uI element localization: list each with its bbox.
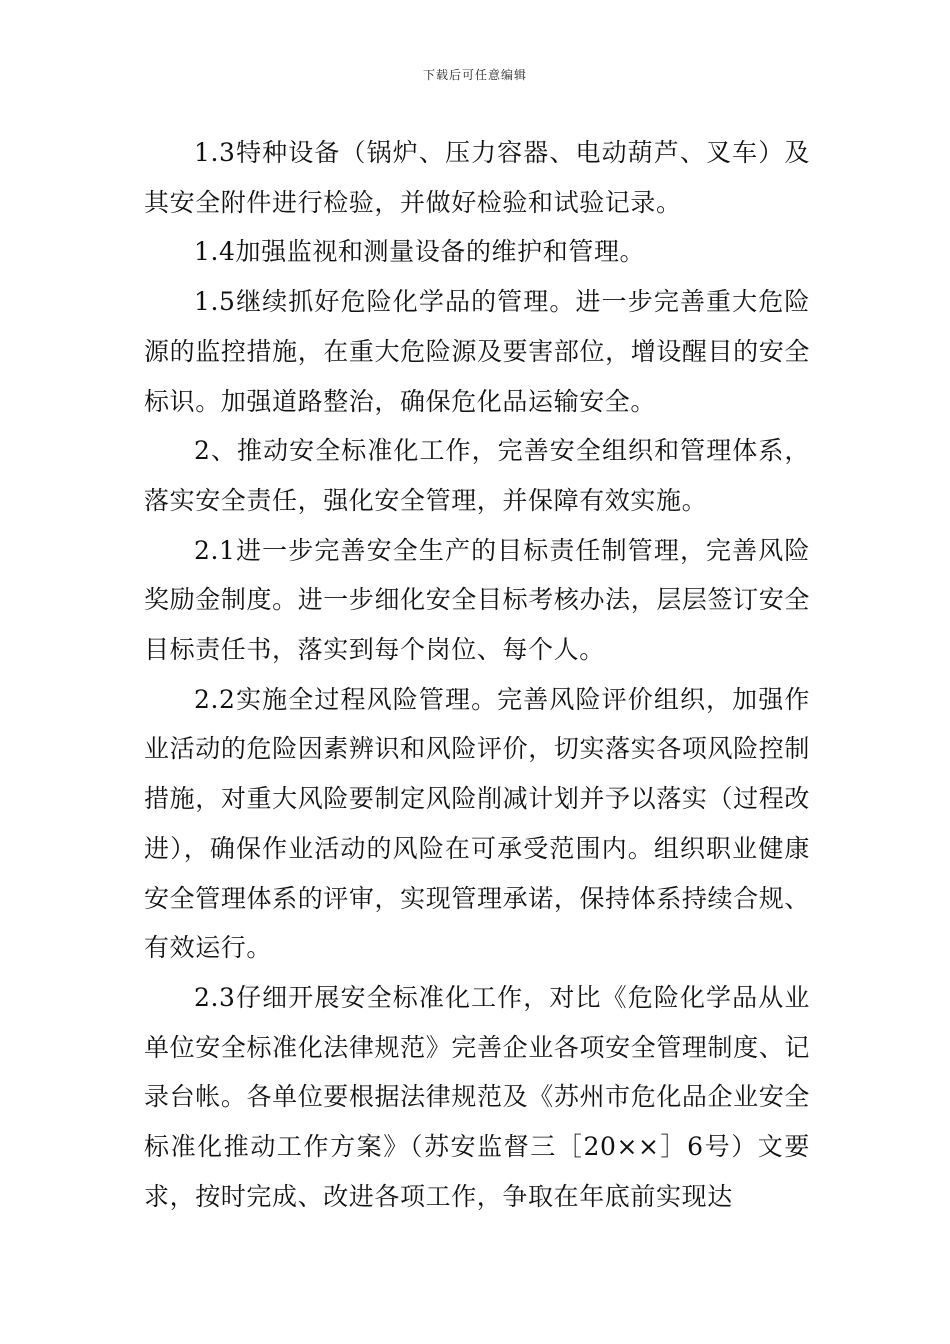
paragraph-1-4: 1.4加强监视和测量设备的维护和管理。 <box>194 237 646 267</box>
page-header-note: 下载后可任意编辑 <box>422 68 527 82</box>
document-body <box>144 128 810 1221</box>
paragraph-2-3: 2.3仔细开展安全标准化工作，对比《危险化学品从业单位安全标准化法律规范》完善企业各项安全管理制度、记录台帐。各单位要根据法律规范及《苏州市危化品企业安全标准化推动工作方案》（苏安监督三［20××］6号）文要求，按时完成、改进各项工作，争取在年底前实现达 <box>144 982 810 1211</box>
paragraph-1-5: 1.5继续抓好危险化学品的管理。进一步完善重大危险源的监控措施，在重大危险源及要害部位，增设醒目的安全标识。加强道路整治，确保危化品运输安全。 <box>144 287 810 416</box>
paragraph-2-1: 2.1进一步完善安全生产的目标责任制管理，完善风险奖励金制度。进一步细化安全目标考核办法，层层签订安全目标责任书，落实到每个岗位、每个人。 <box>144 535 810 665</box>
paragraph-1-3: 1.3特种设备（锅炉、压力容器、电动葫芦、叉车）及其安全附件进行检验，并做好检验和试验记录。 <box>144 138 810 217</box>
paragraph-2: 2、推动安全标准化工作，完善安全组织和管理体系，落实安全责任，强化安全管理，并保障有效实施。 <box>144 436 810 515</box>
paragraph-2-2: 2.2实施全过程风险管理。完善风险评价组织，加强作业活动的危险因素辨识和风险评价，切实落实各项风险控制措施，对重大风险要制定风险削减计划并予以落实（过程改进），确保作业活动的风险在可承受范围内。组织职业健康安全管理体系的评审，实现管理承诺，保持体系持续合规、有效运行。 <box>144 684 810 963</box>
